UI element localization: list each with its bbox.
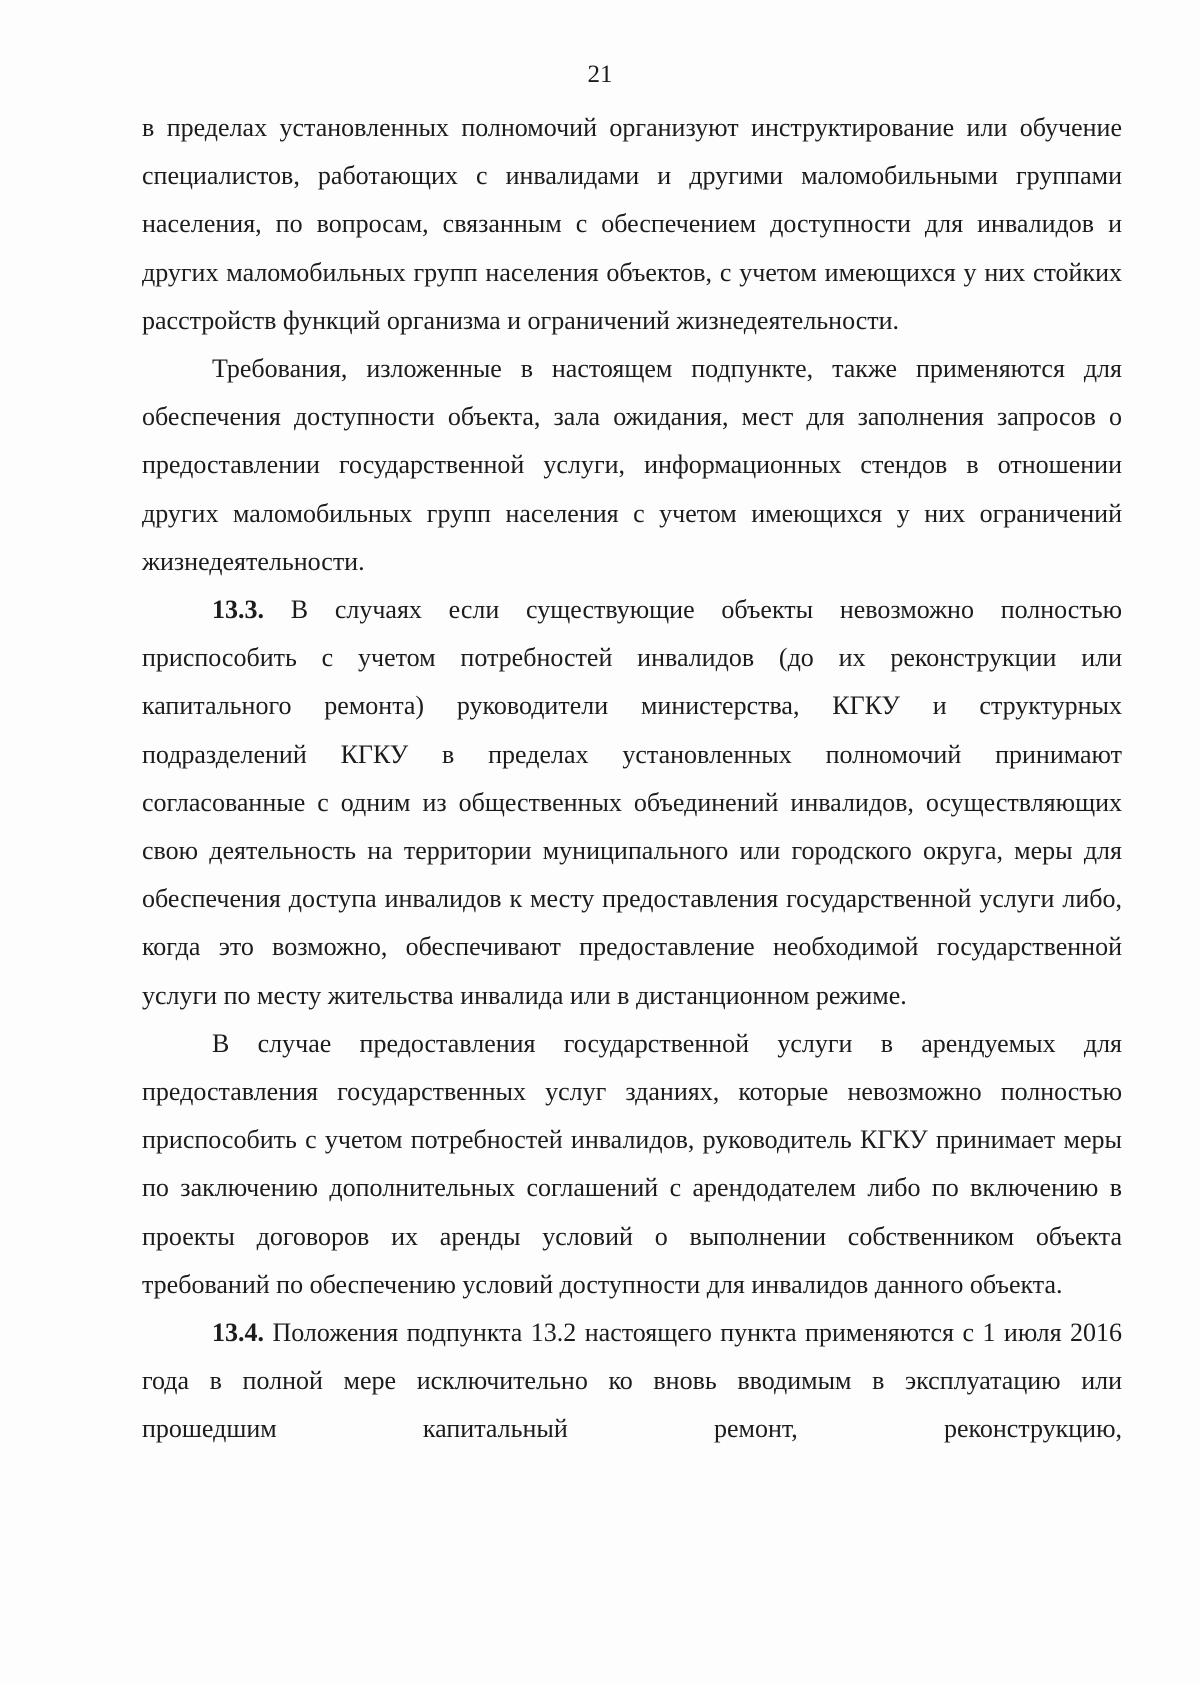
paragraph-accessibility-training: [142, 104, 1122, 345]
paragraph-rented-buildings: [142, 1020, 1122, 1309]
paragraph-13-3: [142, 586, 1122, 1020]
paragraph-text: в пределах установленных полномочий организуют инструктирование или обучение специалистов, работающих с инвалидами и другими маломобильными группами населения, по вопросам, связанным с обеспечением доступности для инвалидов и других маломобильных групп населения объектов, с учетом имеющихся у них стойких расстройств функций организма и ограничений жизнедеятельности.: [142, 113, 1122, 335]
paragraph-requirements-scope: [142, 345, 1122, 586]
paragraph-13-4: [142, 1309, 1122, 1454]
document-body: [142, 104, 1122, 1454]
page-number: 21: [587, 61, 613, 88]
paragraph-text: В случаях если существующие объекты невозможно полностью приспособить с учетом потребностей инвалидов (до их реконструкции или капитального ремонта) руководители министерства, КГКУ и структурных подразделений КГКУ в пределах установленных полномочий принимают согласованные с одним из общественных объединений инвалидов, осуществляющих свою деятельность на территории муниципального или городского округа, меры для обеспечения доступа инвалидов к месту предоставления государственной услуги либо, когда это возможно, обеспечивают предоставление необходимой государственной услуги по месту жительства инвалида или в дистанционном режиме.: [142, 595, 1122, 1010]
paragraph-text: Положения подпункта 13.2 настоящего пункта применяются с 1 июля 2016 года в полной мере исключительно ко вновь вводимым в эксплуатацию или прошедшим капитальный ремонт, реконструкцию,: [142, 1318, 1122, 1444]
clause-number: 13.3.: [212, 595, 264, 625]
paragraph-text: Требования, изложенные в настоящем подпункте, также применяются для обеспечения доступности объекта, зала ожидания, мест для заполнения запросов о предоставлении государственной услуги, информационных стендов в отношении других маломобильных групп населения с учетом имеющихся у них ограничений жизнедеятельности.: [142, 354, 1122, 576]
clause-number: 13.4.: [212, 1318, 264, 1348]
paragraph-text: В случае предоставления государственной услуги в арендуемых для предоставления государственных услуг зданиях, которые невозможно полностью приспособить с учетом потребностей инвалидов, руководитель КГКУ принимает меры по заключению дополнительных соглашений с арендодателем либо по включению в проекты договоров их аренды условий о выполнении собственником объекта требований по обеспечению условий доступности для инвалидов данного объекта.: [142, 1028, 1122, 1299]
